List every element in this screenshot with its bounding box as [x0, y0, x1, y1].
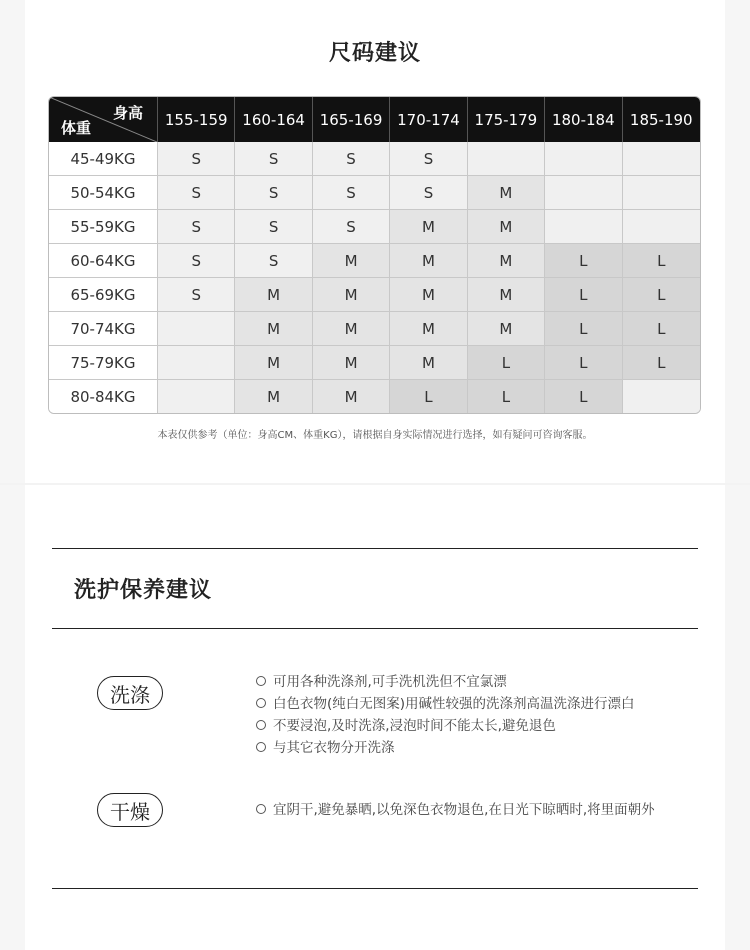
size-cell: L: [623, 278, 700, 312]
corner-height-label: 身高: [112, 104, 143, 122]
size-cell: S: [158, 244, 235, 278]
size-cell: M: [235, 312, 312, 346]
size-cell: M: [390, 312, 467, 346]
table-row: [49, 346, 700, 380]
size-table: [48, 96, 701, 414]
size-cell: [468, 142, 545, 176]
size-cell: S: [313, 210, 390, 244]
size-guide-title: 尺码建议: [328, 41, 421, 66]
size-cell: L: [390, 380, 467, 413]
size-cell: S: [158, 142, 235, 176]
height-col-header: 160-164: [235, 97, 312, 142]
circle-bullet-icon: [256, 676, 266, 686]
table-row: [49, 278, 700, 312]
size-table-header-row: [49, 97, 700, 142]
size-cell: [623, 142, 700, 176]
size-cell: L: [468, 380, 545, 413]
size-cell: [158, 346, 235, 380]
height-col-header: 155-159: [158, 97, 235, 142]
size-cell: M: [390, 244, 467, 278]
dry-label-badge: 干燥: [97, 793, 163, 827]
size-cell: M: [313, 346, 390, 380]
table-row: [49, 142, 700, 176]
weight-row-header: 60-64KG: [49, 244, 158, 278]
size-cell: [623, 176, 700, 210]
size-cell: M: [390, 346, 467, 380]
size-cell: L: [545, 244, 622, 278]
size-cell: M: [468, 210, 545, 244]
care-title: 洗护保养建议: [74, 578, 213, 603]
dry-item-text: 宜阴干,避免暴晒,以免深色衣物退色,在日光下晾晒时,将里面朝外: [273, 802, 655, 818]
size-table-body: [49, 142, 700, 413]
size-cell: S: [313, 142, 390, 176]
weight-row-header: 80-84KG: [49, 380, 158, 413]
size-cell: L: [545, 312, 622, 346]
weight-row-header: 50-54KG: [49, 176, 158, 210]
table-row: [49, 210, 700, 244]
circle-bullet-icon: [256, 804, 266, 814]
size-cell: M: [468, 312, 545, 346]
size-cell: [545, 210, 622, 244]
size-cell: L: [545, 380, 622, 413]
dry-instructions-list: [256, 799, 655, 821]
table-row: [49, 312, 700, 346]
size-cell: L: [623, 312, 700, 346]
size-cell: L: [623, 244, 700, 278]
size-cell: S: [390, 142, 467, 176]
height-col-header: 170-174: [390, 97, 467, 142]
size-cell: M: [390, 278, 467, 312]
size-cell: M: [235, 278, 312, 312]
table-row: [49, 244, 700, 278]
size-cell: [158, 312, 235, 346]
circle-bullet-icon: [256, 698, 266, 708]
divider-line: [52, 628, 698, 629]
divider-line: [52, 888, 698, 889]
size-cell: L: [545, 278, 622, 312]
list-item: [256, 671, 635, 693]
wash-item-text: 不要浸泡,及时洗涤,浸泡时间不能太长,避免退色: [273, 718, 556, 734]
size-cell: M: [235, 346, 312, 380]
size-cell: M: [313, 380, 390, 413]
size-cell: S: [158, 176, 235, 210]
list-item: [256, 737, 635, 759]
list-item: [256, 799, 655, 821]
weight-row-header: 55-59KG: [49, 210, 158, 244]
size-cell: [158, 380, 235, 413]
height-col-header: 165-169: [313, 97, 390, 142]
corner-weight-label: 体重: [61, 119, 92, 137]
size-cell: S: [158, 278, 235, 312]
size-cell: L: [623, 346, 700, 380]
size-note: 本表仅供参考（单位：身高CM、体重KG），请根据自身实际情况进行选择，如有疑问可咨询客服。: [157, 430, 593, 441]
size-cell: S: [235, 210, 312, 244]
size-cell: L: [545, 346, 622, 380]
size-cell: M: [313, 278, 390, 312]
size-cell: [623, 380, 700, 413]
size-cell: M: [390, 210, 467, 244]
circle-bullet-icon: [256, 720, 266, 730]
size-cell: S: [313, 176, 390, 210]
list-item: [256, 715, 635, 737]
size-cell: [545, 142, 622, 176]
size-table-corner: [49, 97, 158, 142]
weight-row-header: 45-49KG: [49, 142, 158, 176]
weight-row-header: 70-74KG: [49, 312, 158, 346]
wash-item-text: 白色衣物(纯白无图案)用碱性较强的洗涤剂高温洗涤进行漂白: [273, 696, 635, 712]
size-cell: S: [235, 244, 312, 278]
size-cell: M: [313, 244, 390, 278]
weight-row-header: 75-79KG: [49, 346, 158, 380]
divider-line: [52, 548, 698, 549]
size-cell: S: [390, 176, 467, 210]
wash-item-text: 与其它衣物分开洗涤: [273, 740, 395, 756]
size-cell: M: [235, 380, 312, 413]
size-cell: [623, 210, 700, 244]
circle-bullet-icon: [256, 742, 266, 752]
height-col-header: 180-184: [545, 97, 622, 142]
size-cell: M: [313, 312, 390, 346]
wash-instructions-list: [256, 671, 635, 759]
size-cell: S: [158, 210, 235, 244]
wash-item-text: 可用各种洗涤剂,可手洗机洗但不宜氯漂: [273, 674, 507, 690]
wash-label-badge: 洗涤: [97, 676, 163, 710]
weight-row-header: 65-69KG: [49, 278, 158, 312]
section-divider-band: [0, 483, 750, 485]
height-col-header: 185-190: [623, 97, 700, 142]
size-cell: S: [235, 176, 312, 210]
size-cell: M: [468, 244, 545, 278]
size-cell: S: [235, 142, 312, 176]
list-item: [256, 693, 635, 715]
size-cell: M: [468, 176, 545, 210]
size-cell: [545, 176, 622, 210]
table-row: [49, 380, 700, 413]
height-col-header: 175-179: [468, 97, 545, 142]
table-row: [49, 176, 700, 210]
size-cell: M: [468, 278, 545, 312]
size-cell: L: [468, 346, 545, 380]
